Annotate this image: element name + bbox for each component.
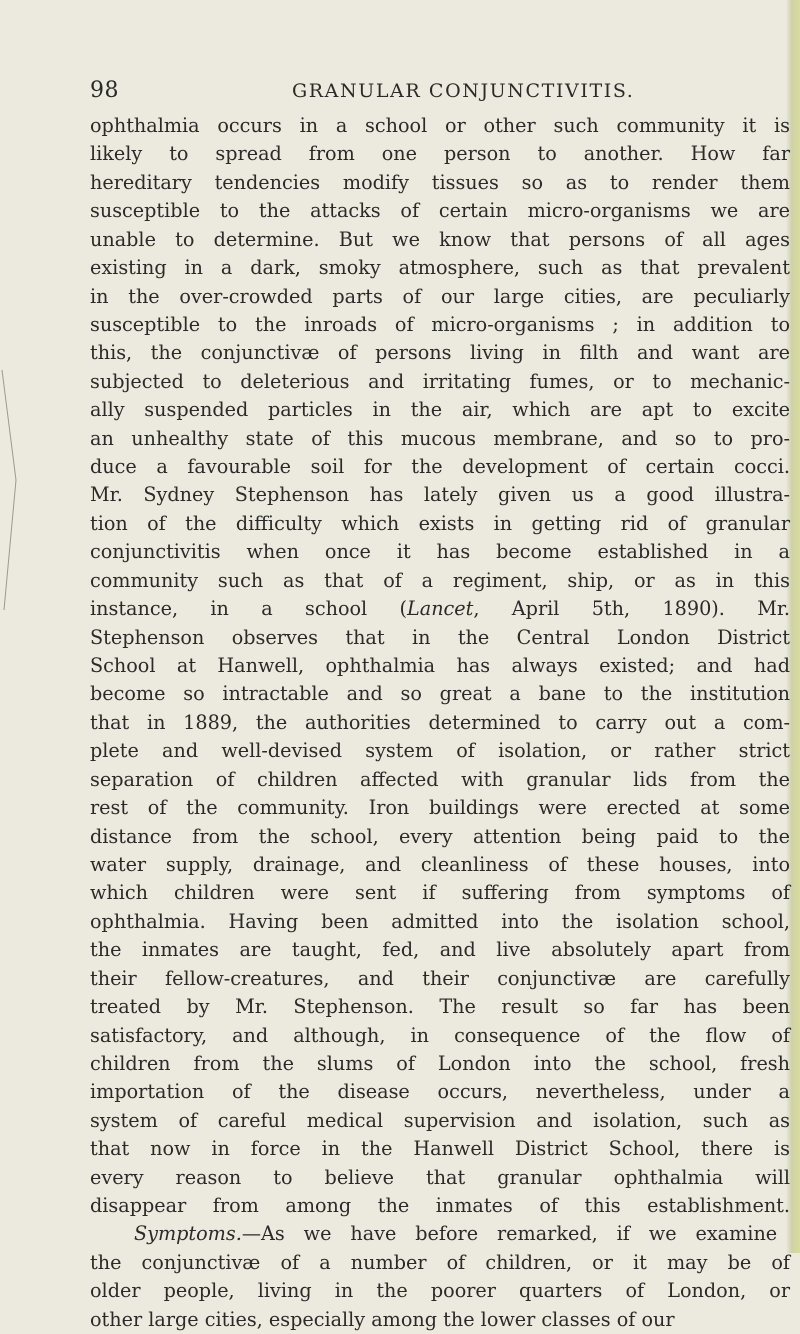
- text-run: , April 5th, 1890). Mr.: [473, 597, 790, 621]
- text-line: distance from the school, every attention being paid to the: [90, 824, 790, 848]
- text-line: hereditary tendencies modify tissues so as to render them: [90, 170, 790, 194]
- text-line: the inmates are taught, fed, and live absolutely apart from: [90, 938, 790, 962]
- text-line: children from the slums of London into the school, fresh: [90, 1051, 790, 1075]
- text-line: ophthalmia. Having been admitted into the isolation school,: [90, 909, 790, 933]
- text-line: in the over-crowded parts of our large cities, are peculiarly: [90, 284, 790, 308]
- text-run: —As we have before remarked, if we examine: [241, 1222, 778, 1246]
- text-line: satisfactory, and although, in consequence of the flow of: [90, 1023, 790, 1047]
- text-line: every reason to believe that granular ophthalmia will: [90, 1165, 790, 1189]
- text-line: which children were sent if suffering from symptoms of: [90, 881, 790, 905]
- text-line: conjunctivitis when once it has become established in a: [90, 540, 790, 564]
- text-line: Stephenson observes that in the Central London District: [90, 625, 790, 649]
- text-line: their fellow-creatures, and their conjunctivæ are carefully: [90, 966, 790, 990]
- body-text: [90, 112, 790, 1334]
- text-line: older people, living in the poorer quarters of London, or: [90, 1279, 790, 1303]
- text-line: subjected to deleterious and irritating fumes, or to mechanic-: [90, 369, 790, 393]
- text-line: tion of the difficulty which exists in getting rid of granular: [90, 511, 790, 535]
- text-line: likely to spread from one person to another. How far: [90, 142, 790, 166]
- text-line: plete and well-devised system of isolation, or rather strict: [90, 739, 790, 763]
- text-line: susceptible to the inroads of micro-organisms ; in addition to: [90, 312, 790, 336]
- text-line: susceptible to the attacks of certain micro-organisms we are: [90, 199, 790, 223]
- margin-pencil-mark: [0, 370, 20, 630]
- italic-text: Symptoms.: [133, 1222, 242, 1246]
- text-line: that now in force in the Hanwell District School, there is: [90, 1137, 790, 1161]
- running-title: GRANULAR CONJUNCTIVITIS.: [292, 80, 635, 102]
- text-line: existing in a dark, smoky atmosphere, such as that prevalent: [90, 256, 790, 280]
- page-number: 98: [90, 78, 119, 103]
- text-line: system of careful medical supervision and isolation, such as: [90, 1108, 790, 1132]
- text-run: instance, in a school (: [90, 597, 408, 621]
- text-line: this, the conjunctivæ of persons living in filth and want are: [90, 341, 790, 365]
- text-line: other large cities, especially among the lower classes of our: [90, 1307, 675, 1331]
- text-line: Mr. Sydney Stephenson has lately given us a good illustra-: [90, 483, 790, 507]
- text-line: community such as that of a regiment, ship, or as in this: [90, 568, 790, 592]
- text-line: become so intractable and so great a bane to the institution: [90, 682, 790, 706]
- text-line: ophthalmia occurs in a school or other such community it is: [90, 114, 790, 137]
- text-line: separation of children affected with granular lids from the: [90, 767, 790, 791]
- italic-text: Lancet: [407, 597, 474, 621]
- page-header: [90, 78, 710, 108]
- text-line: rest of the community. Iron buildings were erected at some: [90, 796, 790, 820]
- text-line: an unhealthy state of this mucous membrane, and so to pro-: [90, 426, 790, 450]
- text-line: that in 1889, the authorities determined to carry out a com-: [90, 710, 790, 734]
- text-line: [90, 595, 790, 623]
- text-line: treated by Mr. Stephenson. The result so far has been: [90, 995, 790, 1019]
- text-line: disappear from among the inmates of this establishment.: [90, 1194, 790, 1218]
- text-line: water supply, drainage, and cleanliness of these houses, into: [90, 852, 790, 876]
- text-line: School at Hanwell, ophthalmia has always existed; and had: [90, 654, 790, 678]
- text-line: ally suspended particles in the air, which are apt to excite: [90, 398, 790, 422]
- text-line: unable to determine. But we know that persons of all ages: [90, 227, 790, 251]
- text-run: [90, 1222, 134, 1245]
- text-line: duce a favourable soil for the development of certain cocci.: [90, 455, 790, 479]
- text-line: importation of the disease occurs, nevertheless, under a: [90, 1080, 790, 1104]
- text-line: the conjunctivæ of a number of children, or it may be of: [90, 1250, 790, 1274]
- text-line: [90, 1220, 790, 1248]
